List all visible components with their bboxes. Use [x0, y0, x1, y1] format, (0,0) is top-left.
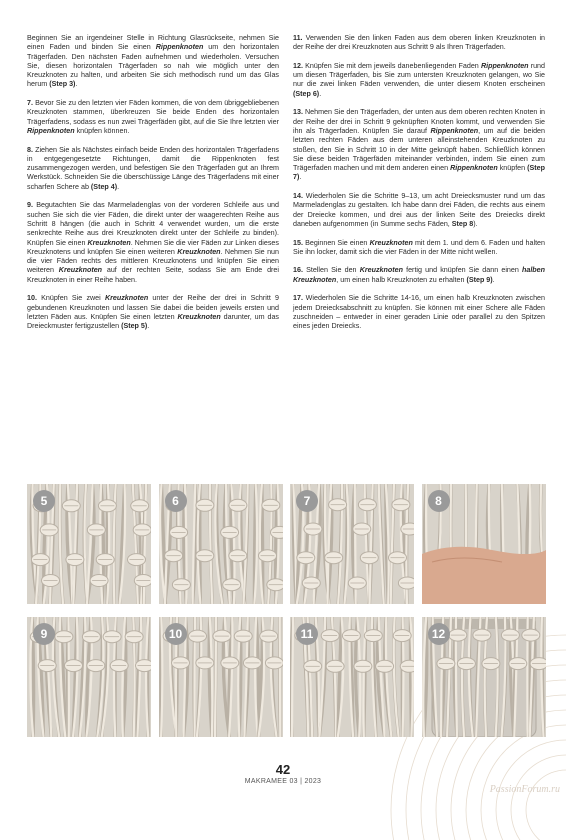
step-badge: 9 — [33, 623, 55, 645]
instruction-paragraph — [27, 34, 279, 90]
knot-term: Kreuzknoten — [177, 312, 221, 321]
instruction-text: unter der Reihe der drei in Schritt 9 gebundenen Kreuzknoten und lassen Sie dabei die beiden jeweils ersten und letzten Fäden aus. Knüpfen Sie einen letzten — [27, 294, 279, 321]
step-photo-grid — [27, 484, 546, 737]
step-badge: 12 — [428, 623, 450, 645]
instruction-text: Nehmen Sie den Trägerfaden, der unten aus dem oberen rechten Knoten in der Reihe der drei in Schritt 9 geknüpften Knoten kommt, und verwenden Sie ihn als Trägerfaden. Knüpfen Sie darauf — [293, 108, 545, 135]
step-number: 17. — [293, 294, 303, 303]
instruction-text: Stellen Sie den — [302, 266, 360, 275]
instruction-text: fertig und knüpfen Sie dann einen — [402, 266, 522, 275]
instruction-text: Beginnen Sie an irgendeiner Stelle in Richtung Glasrückseite, nehmen Sie einen Faden und binden Sie einen — [27, 34, 279, 52]
step-reference: (Step 4) — [90, 182, 118, 191]
knot-term: Rippenknoten — [27, 126, 75, 135]
instruction-text: darunter, um das Dreieckmuster fertigzustellen — [27, 312, 279, 331]
instruction-text: knüpfen können. — [74, 126, 130, 135]
instruction-text: . — [147, 322, 150, 331]
instruction-text: Knüpfen Sie mit dem jeweils danebenliegenden Faden — [302, 61, 481, 70]
instruction-text: ). — [473, 219, 478, 228]
instruction-text: . Nehmen Sie die vier Fäden zur Linken dieses Kreuzknotens und knüpfen Sie einen weiteren — [27, 238, 279, 256]
instruction-text: . — [492, 275, 495, 284]
knot-term: Kreuzknoten — [359, 266, 403, 275]
step-number: 12. — [293, 61, 303, 70]
instruction-text: Wiederholen Sie die Schritte 9–13, um acht Dreiecksmuster rund um das Marmeladenglas zu gestalten. Ich habe dann drei Fäden, die rechts aus einem der Dreiecke kommen, und drei aus der linken Seite des Dreiecks direkt daneben aufgenommen (in Summe sechs Fäden, — [293, 192, 545, 228]
step-number: 10. — [27, 294, 37, 303]
instruction-paragraph — [293, 266, 545, 285]
step-photo — [290, 617, 414, 737]
step-photo — [159, 617, 283, 737]
instruction-paragraph — [27, 201, 279, 285]
step-reference: (Step 3) — [49, 80, 76, 89]
step-photo — [422, 617, 546, 737]
step-number: 9. — [27, 201, 33, 210]
step-badge: 10 — [165, 623, 187, 645]
step-photo — [422, 484, 546, 604]
knot-term: Rippenknoten — [430, 126, 479, 135]
step-badge: 5 — [33, 490, 55, 512]
instruction-text: . Nehmen Sie nun die vier Fäden rechts des mittleren Kreuzknotens und knüpfen Sie einen weiteren — [27, 247, 279, 275]
instruction-text: auf der rechten Seite, sodass Sie am Ende drei Kreuzknoten in einer Reihe haben. — [27, 266, 279, 284]
knot-term: Kreuzknoten — [177, 247, 221, 256]
instruction-paragraph — [27, 146, 279, 192]
step-badge: 7 — [296, 490, 318, 512]
knot-term: Kreuzknoten — [104, 294, 149, 303]
instructions-left-column — [27, 34, 279, 341]
instruction-paragraph — [293, 34, 545, 53]
instruction-text: mit dem 1. und dem 6. Faden und halten Sie ihn locker, damit sich die vier Fäden in der Mitte nicht wellen. — [293, 238, 545, 256]
step-number: 13. — [293, 108, 303, 117]
instruction-text: Beginnen Sie einen — [302, 238, 370, 247]
step-reference: Step 8 — [451, 219, 474, 228]
instruction-text: . — [319, 89, 322, 98]
instruction-text: rund um diesen Trägerfaden, bis Sie zum untersten Kreuzknoten gelangen, wo Sie nur die zwei linken Fäden verwenden, die unter diesem Knoten erscheinen — [293, 61, 545, 89]
instructions-right-column — [293, 34, 545, 341]
instruction-text: . — [117, 182, 120, 191]
instruction-text: Verwenden Sie den linken Faden aus dem oberen linken Kreuzknoten in der Reihe der drei Kreuzknoten aus Schritt 9 als Ihren Trägerfaden. — [293, 34, 545, 52]
instruction-paragraph — [293, 239, 545, 258]
step-number: 15. — [293, 238, 303, 247]
step-number: 8. — [27, 145, 33, 154]
step-badge: 11 — [296, 623, 318, 645]
step-reference: (Step 6) — [293, 89, 320, 98]
instruction-text: knüpfen — [497, 164, 528, 173]
step-badge: 8 — [428, 490, 450, 512]
knot-term: Rippenknoten — [155, 43, 204, 52]
instruction-paragraph — [27, 294, 279, 331]
knot-term: Rippenknoten — [480, 61, 529, 70]
instruction-text: Begutachten Sie das Marmeladenglas von der vorderen Schleife aus und suchen Sie sich die vier Fäden, die direkt unter der waagerechten Reihe aus Schritt 8 hängen (die auch in Schritt 4 verwendet wurden, um die erste senkrechte Reihe aus drei Kreuzknoten direkt unter der Schleife zu binden). Knüpfen Sie einen — [27, 201, 279, 247]
step-photo — [159, 484, 283, 604]
instruction-text: Knüpfen Sie zwei — [36, 294, 105, 303]
knot-term: Kreuzknoten — [58, 266, 103, 275]
instruction-text: Wiederholen Sie die Schritte 14-16, um einen halb Kreuzknoten zwischen jedem Dreiecksabschnitt zu knüpfen. Sie können mit einer Schere alle Fäden zuschneiden – entweder in einer geraden Linie oder parallel zu den Spitzen eines jeden Dreiecks. — [293, 294, 545, 331]
instruction-text: . — [75, 80, 78, 89]
instruction-text: , um einen halb Kreuzknoten zu erhalten — [336, 275, 467, 284]
step-reference: (Step 5) — [121, 322, 148, 331]
knot-term: halben Kreuzknoten — [293, 266, 545, 284]
knot-term: Kreuzknoten — [87, 238, 131, 247]
step-reference: (Step 9) — [466, 275, 493, 284]
instruction-paragraph — [293, 294, 545, 331]
magazine-issue: MAKRAMEE 03 | 2023 — [244, 778, 322, 785]
step-badge: 6 — [165, 490, 187, 512]
instruction-paragraph — [293, 192, 545, 229]
instruction-paragraph — [27, 99, 279, 136]
step-number: 11. — [293, 34, 303, 42]
knot-term: Rippenknoten — [450, 164, 498, 173]
step-number: 7. — [27, 99, 33, 108]
step-number: 16. — [293, 266, 303, 275]
step-number: 14. — [293, 192, 303, 201]
site-watermark: PassionForum.ru — [489, 784, 560, 795]
instruction-text: . — [299, 173, 302, 182]
step-photo — [27, 617, 151, 737]
page-number: 42 — [275, 762, 291, 777]
step-photo — [27, 484, 151, 604]
instruction-paragraph — [293, 62, 545, 99]
instruction-text: Bevor Sie zu den letzten vier Fäden kommen, die von dem übriggebliebenen Kreuzknoten stammen, überkreuzen Sie beide Enden des horizontalen Trägerfadens, sodass es nun zwei Trägerfäden gibt, auf die Sie Ihre letzten vier — [27, 99, 279, 126]
step-reference: (Step 7) — [293, 164, 545, 182]
instruction-text: um den horizontalen Trägerfaden. Den nächsten Faden aufnehmen und wiederholen. Versuchen Sie, diesen horizontalen Trägerfaden so nah wie möglich unter den Kreuzknoten zu halten, und arbeiten Sie sich methodisch rund um das Glas herum — [27, 43, 279, 89]
instruction-paragraph — [293, 108, 545, 182]
instruction-text: , um auf die beiden letzten rechten Fäden aus dem unteren alleinstehenden Kreuzknoten zu stoßen, den Sie in Schritt 10 in der Mitte geknüpft haben. Schließlich können Sie diese beiden Trägerfäden miteinander verbinden, indem Sie einen zum Trägerfaden machen und mit dem anderen einen — [293, 126, 545, 173]
step-photo — [290, 484, 414, 604]
instruction-text: Ziehen Sie als Nächstes einfach beide Enden des horizontalen Trägerfadens in entgegengesetzte Richtungen, damit die Rippenknoten fest zusammengezogen werden, und befestigen Sie den Trägerfaden gut an Ihrem Werkstück. Schneiden Sie die überschüssige Länge des Trägerfadens mit einer scharfen Schere ab — [27, 145, 279, 191]
knot-term: Kreuzknoten — [369, 238, 413, 247]
